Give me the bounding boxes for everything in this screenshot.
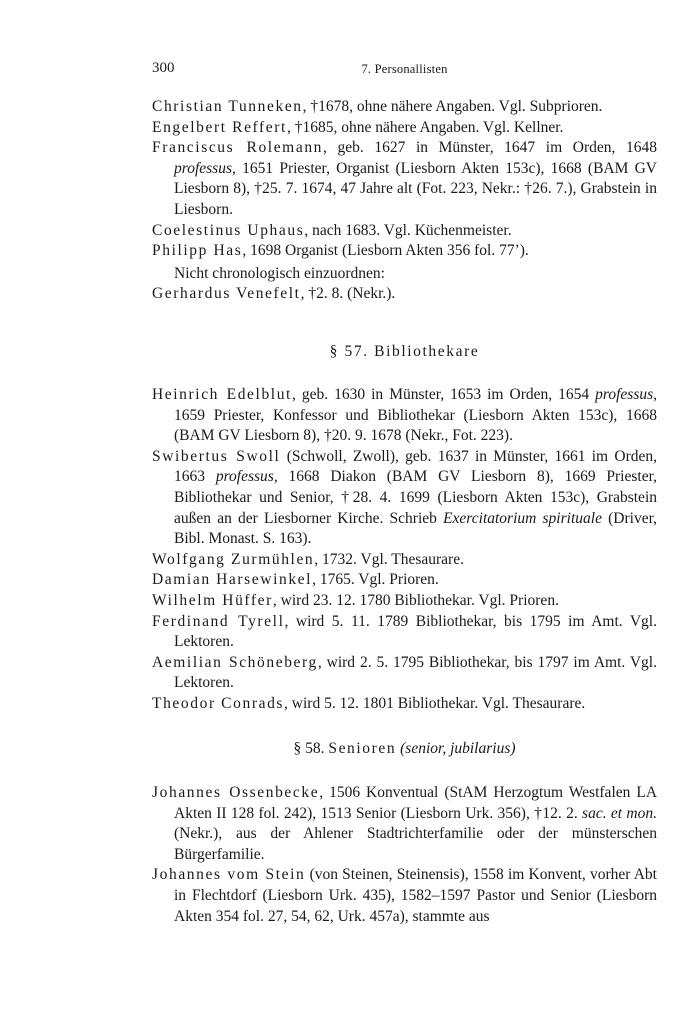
list-item [152,447,657,550]
person-name: Aemilian Schöneberg [152,653,318,671]
entry-text: , †2. 8. (Nekr.). [300,285,396,303]
entry-text: (Schwoll, Zwoll), geb. 1637 in Münster, 1661 im Orden, 1663 [174,447,657,486]
page-number: 300 [152,60,175,76]
entry-text: (Driver, Bibl. Monast. S. 163). [174,509,658,548]
list-item [152,284,657,305]
entry-text: , wird 5. 11. 1789 Bibliothekar, bis 1795 im Amt. Vgl. Lektoren. [174,612,657,651]
list-item [152,612,657,653]
person-name: Engelbert Reffert [152,118,287,136]
entry-text: , 1506 Konventual (StAM Herzogtum Westfalen LA Akten II 128 fol. 242), 1513 Senior (Liesborn Urk. 356), †12. 2. [174,784,658,822]
person-name: Coelestinus Uphaus [152,221,305,239]
list-item [152,694,657,715]
person-name: Franciscus Rolemann [152,139,324,157]
person-name: Gerhardus Venefelt [152,285,301,303]
list-item [152,221,657,242]
entry-text: , geb. 1630 in Münster, 1653 im Orden, 1654 [291,386,596,403]
entry-text: , wird 2. 5. 1795 Bibliothekar, bis 1797 im Amt. Vgl. Lektoren. [174,653,657,692]
entry-italic: sac. et mon. [582,804,658,822]
person-name: Wilhelm Hüffer [152,591,273,609]
person-name: Johannes vom Stein [152,866,306,884]
person-name: Damian Harsewinkel [152,571,313,589]
entry-text: , geb. 1627 in Münster, 1647 im Orden, 1648 [323,139,657,157]
person-name: Wolfgang Zurmühlen [152,550,315,568]
entry-text: , wird 23. 12. 1780 Bibliothekar. Vgl. Prioren. [272,591,559,609]
running-title: 7. Personallisten [361,62,448,76]
list-item [152,783,657,865]
person-name: Swibertus Swoll [152,447,281,465]
entry-text: , wird 5. 12. 1801 Bibliothekar. Vgl. Thesaurare. [284,694,586,712]
list-item [152,241,657,262]
entry-text: , 1668 Diakon (BAM GV Liesborn 8), 1669 Priester, Bibliothekar und Senior, †28. 4. 1699 (Liesborn Akten 153c), Grabstein außen an der Liesborner Kirche. Schrieb [174,468,657,527]
entry-text: , 1651 Priester, Organist (Liesborn Akten 153c), 1668 (BAM GV Liesborn 8), †25. 7. 1674, 47 Jahre alt (Fot. 223, Nekr.: †26. 7.), Grabstein in Liesborn. [174,159,657,218]
page-header [152,60,657,82]
entry-text: , nach 1683. Vgl. Küchenmeister. [304,221,512,239]
entry-italic: Exercitatorium spirituale [443,509,602,527]
list-item [152,653,657,694]
person-name: Theodor Conrads [152,694,285,712]
list-item [152,118,657,139]
section-title: Senioren [328,740,397,757]
person-name: Heinrich Edelblut [152,386,292,403]
list-item [152,550,657,571]
list-item [152,138,657,220]
list-item [152,865,657,927]
entry-text: , 1698 Organist (Liesborn Akten 356 fol. 77’). [242,242,529,260]
entry-italic: professus [595,386,654,403]
entry-text: , 1765. Vgl. Prioren. [312,571,439,589]
list-item [152,385,657,447]
entry-italic: professus [215,468,274,486]
list-item [152,570,657,591]
entry-text: , 1732. Vgl. Thesaurare. [314,550,464,568]
top-entry-list [152,97,657,305]
section-58-list [152,783,657,927]
entry-italic: professus [174,159,232,177]
person-name: Johannes Ossenbecke [152,784,320,801]
person-name: Christian Tunneken [152,98,303,115]
section-heading-57 [152,343,657,361]
section-heading-58 [152,740,657,758]
entry-text: , 1659 Priester, Konfessor und Bibliothekar (Liesborn Akten 153c), 1668 (BAM GV Liesborn 8), †20. 9. 1678 (Nekr., Fot. 223). [174,386,658,445]
entry-text: (Nekr.), aus der Ahlener Stadtrichterfamilie oder der münsterschen Bürgerfamilie. [174,825,657,863]
section-number: § 58. [293,740,329,757]
unordered-note: Nicht chronologisch einzuordnen: [174,264,385,282]
person-name: Philipp Has [152,242,243,260]
list-item [152,97,657,118]
section-subtitle: (senior, jubilarius) [400,740,516,757]
list-item [152,591,657,612]
section-57-list [152,385,657,715]
entry-text: , †1678, ohne nähere Angaben. Vgl. Subprioren. [302,98,603,115]
person-name: Ferdinand Tyrell [152,612,285,630]
entry-text: , †1685, ohne nähere Angaben. Vgl. Kellner. [286,118,564,136]
section-title: § 57. Bibliothekare [329,343,480,360]
entry-text: (von Steinen, Steinensis), 1558 im Konvent, vorher Abt in Flechtdorf (Liesborn Urk. 435), 1582–1597 Pastor und Senior (Liesborn Akten 354 fol. 27, 54, 62, Urk. 457a), stammte aus [174,866,657,925]
